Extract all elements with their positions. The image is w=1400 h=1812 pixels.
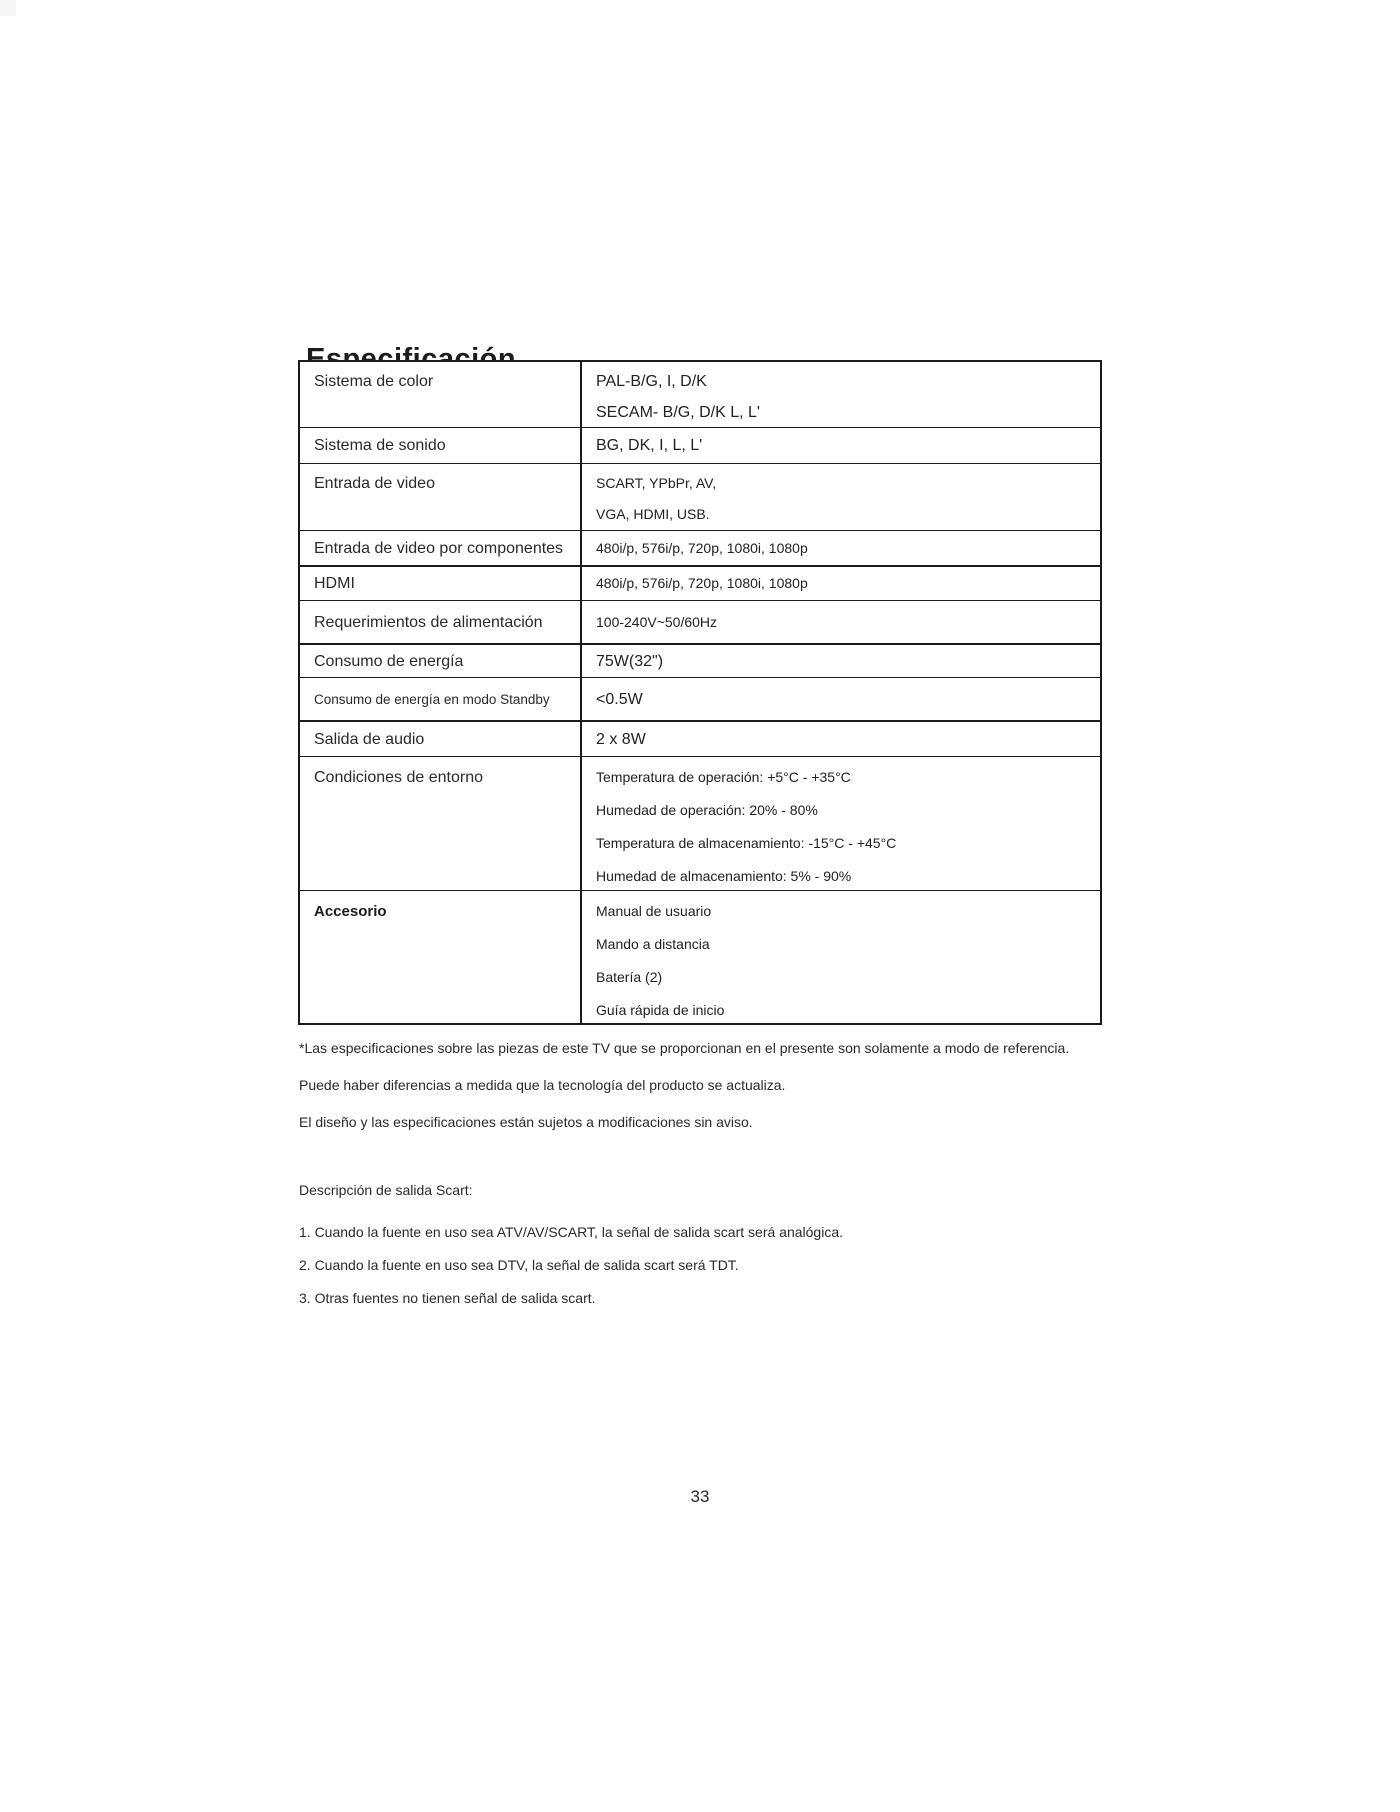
spec-label-cell [300, 428, 582, 463]
spec-label: Accesorio [314, 903, 387, 920]
spec-label: Condiciones de entorno [314, 769, 484, 786]
spec-value: Temperatura de almacenamiento: -15°C - +45°C [596, 835, 897, 851]
spec-value-cell [582, 891, 1100, 1023]
spec-label: Consumo de energía en modo Standby [314, 691, 550, 707]
spec-value: SCART, YPbPr, AV, [596, 475, 717, 491]
spec-value: <0.5W [596, 690, 643, 708]
spec-value: 480i/p, 576i/p, 720p, 1080i, 1080p [596, 539, 808, 556]
spec-value: 2 x 8W [596, 730, 646, 748]
spec-value: PAL-B/G, I, D/K [596, 373, 707, 390]
spec-label: Entrada de video por componentes [314, 539, 564, 557]
spec-value-cell [582, 428, 1100, 463]
spec-value-cell [582, 362, 1100, 427]
spec-value: Mando a distancia [596, 936, 710, 952]
spec-value-cell [582, 678, 1100, 720]
spec-label: Entrada de video [314, 475, 435, 492]
spec-label-cell [300, 601, 582, 643]
spec-label: Requerimientos de alimentación [314, 613, 543, 631]
scart-heading: Descripción de salida Scart: [299, 1182, 473, 1198]
page-number: 33 [690, 1487, 710, 1506]
spec-label-cell [300, 464, 582, 530]
spec-value-cell [582, 531, 1100, 565]
spec-label-cell [300, 531, 582, 565]
spec-label-cell [300, 757, 582, 890]
spec-label-cell [300, 891, 582, 1023]
table-row [300, 720, 1100, 756]
table-row [300, 463, 1100, 530]
scan-corner-artifact [0, 0, 16, 16]
footnote: Puede haber diferencias a medida que la tecnología del producto se actualiza. [299, 1077, 786, 1093]
table-row [300, 427, 1100, 463]
spec-value: 75W(32") [596, 652, 664, 670]
spec-label-cell [300, 722, 582, 756]
spec-value: 480i/p, 576i/p, 720p, 1080i, 1080p [596, 575, 808, 591]
spec-label-cell [300, 567, 582, 600]
spec-label-cell [300, 362, 582, 427]
spec-value: BG, DK, I, L, L' [596, 437, 703, 454]
scart-item: 1. Cuando la fuente en uso sea ATV/AV/SCART, la señal de salida scart será analógica. [299, 1224, 843, 1240]
spec-label: Salida de audio [314, 730, 425, 748]
spec-label: Sistema de color [314, 373, 434, 390]
scart-description [299, 1180, 1109, 1321]
spec-value-cell [582, 757, 1100, 890]
footnote: El diseño y las especificaciones están sujetos a modificaciones sin aviso. [299, 1114, 753, 1130]
scart-item: 3. Otras fuentes no tienen señal de salida scart. [299, 1290, 596, 1306]
spec-value-cell [582, 567, 1100, 600]
spec-value: Manual de usuario [596, 903, 712, 919]
spec-value: 100-240V~50/60Hz [596, 613, 718, 630]
table-row [300, 530, 1100, 565]
spec-value: Guía rápida de inicio [596, 1002, 725, 1018]
table-row [300, 565, 1100, 600]
spec-label: Consumo de energía [314, 652, 464, 670]
spec-value-cell [582, 464, 1100, 530]
scart-item: 2. Cuando la fuente en uso sea DTV, la señal de salida scart será TDT. [299, 1257, 739, 1273]
table-row [300, 643, 1100, 677]
spec-label-cell [300, 645, 582, 677]
spec-value: Batería (2) [596, 969, 663, 985]
table-row [300, 890, 1100, 1023]
spec-value: Humedad de operación: 20% - 80% [596, 802, 818, 818]
table-row [300, 756, 1100, 890]
table-row [300, 677, 1100, 720]
table-row [300, 362, 1100, 427]
spec-value: SECAM- B/G, D/K L, L' [596, 404, 760, 421]
footnotes [299, 1038, 1109, 1149]
table-row [300, 600, 1100, 643]
specification-table [298, 360, 1102, 1025]
spec-value: Temperatura de operación: +5°C - +35°C [596, 769, 851, 785]
spec-value-cell [582, 645, 1100, 677]
spec-value-cell [582, 722, 1100, 756]
spec-label: HDMI [314, 575, 355, 592]
spec-label: Sistema de sonido [314, 437, 446, 454]
spec-value: VGA, HDMI, USB. [596, 506, 710, 522]
spec-value: Humedad de almacenamiento: 5% - 90% [596, 868, 852, 884]
spec-label-cell [300, 678, 582, 720]
spec-value-cell [582, 601, 1100, 643]
footnote: *Las especificaciones sobre las piezas de este TV que se proporcionan en el presente son solamente a modo de referencia. [299, 1040, 1070, 1056]
